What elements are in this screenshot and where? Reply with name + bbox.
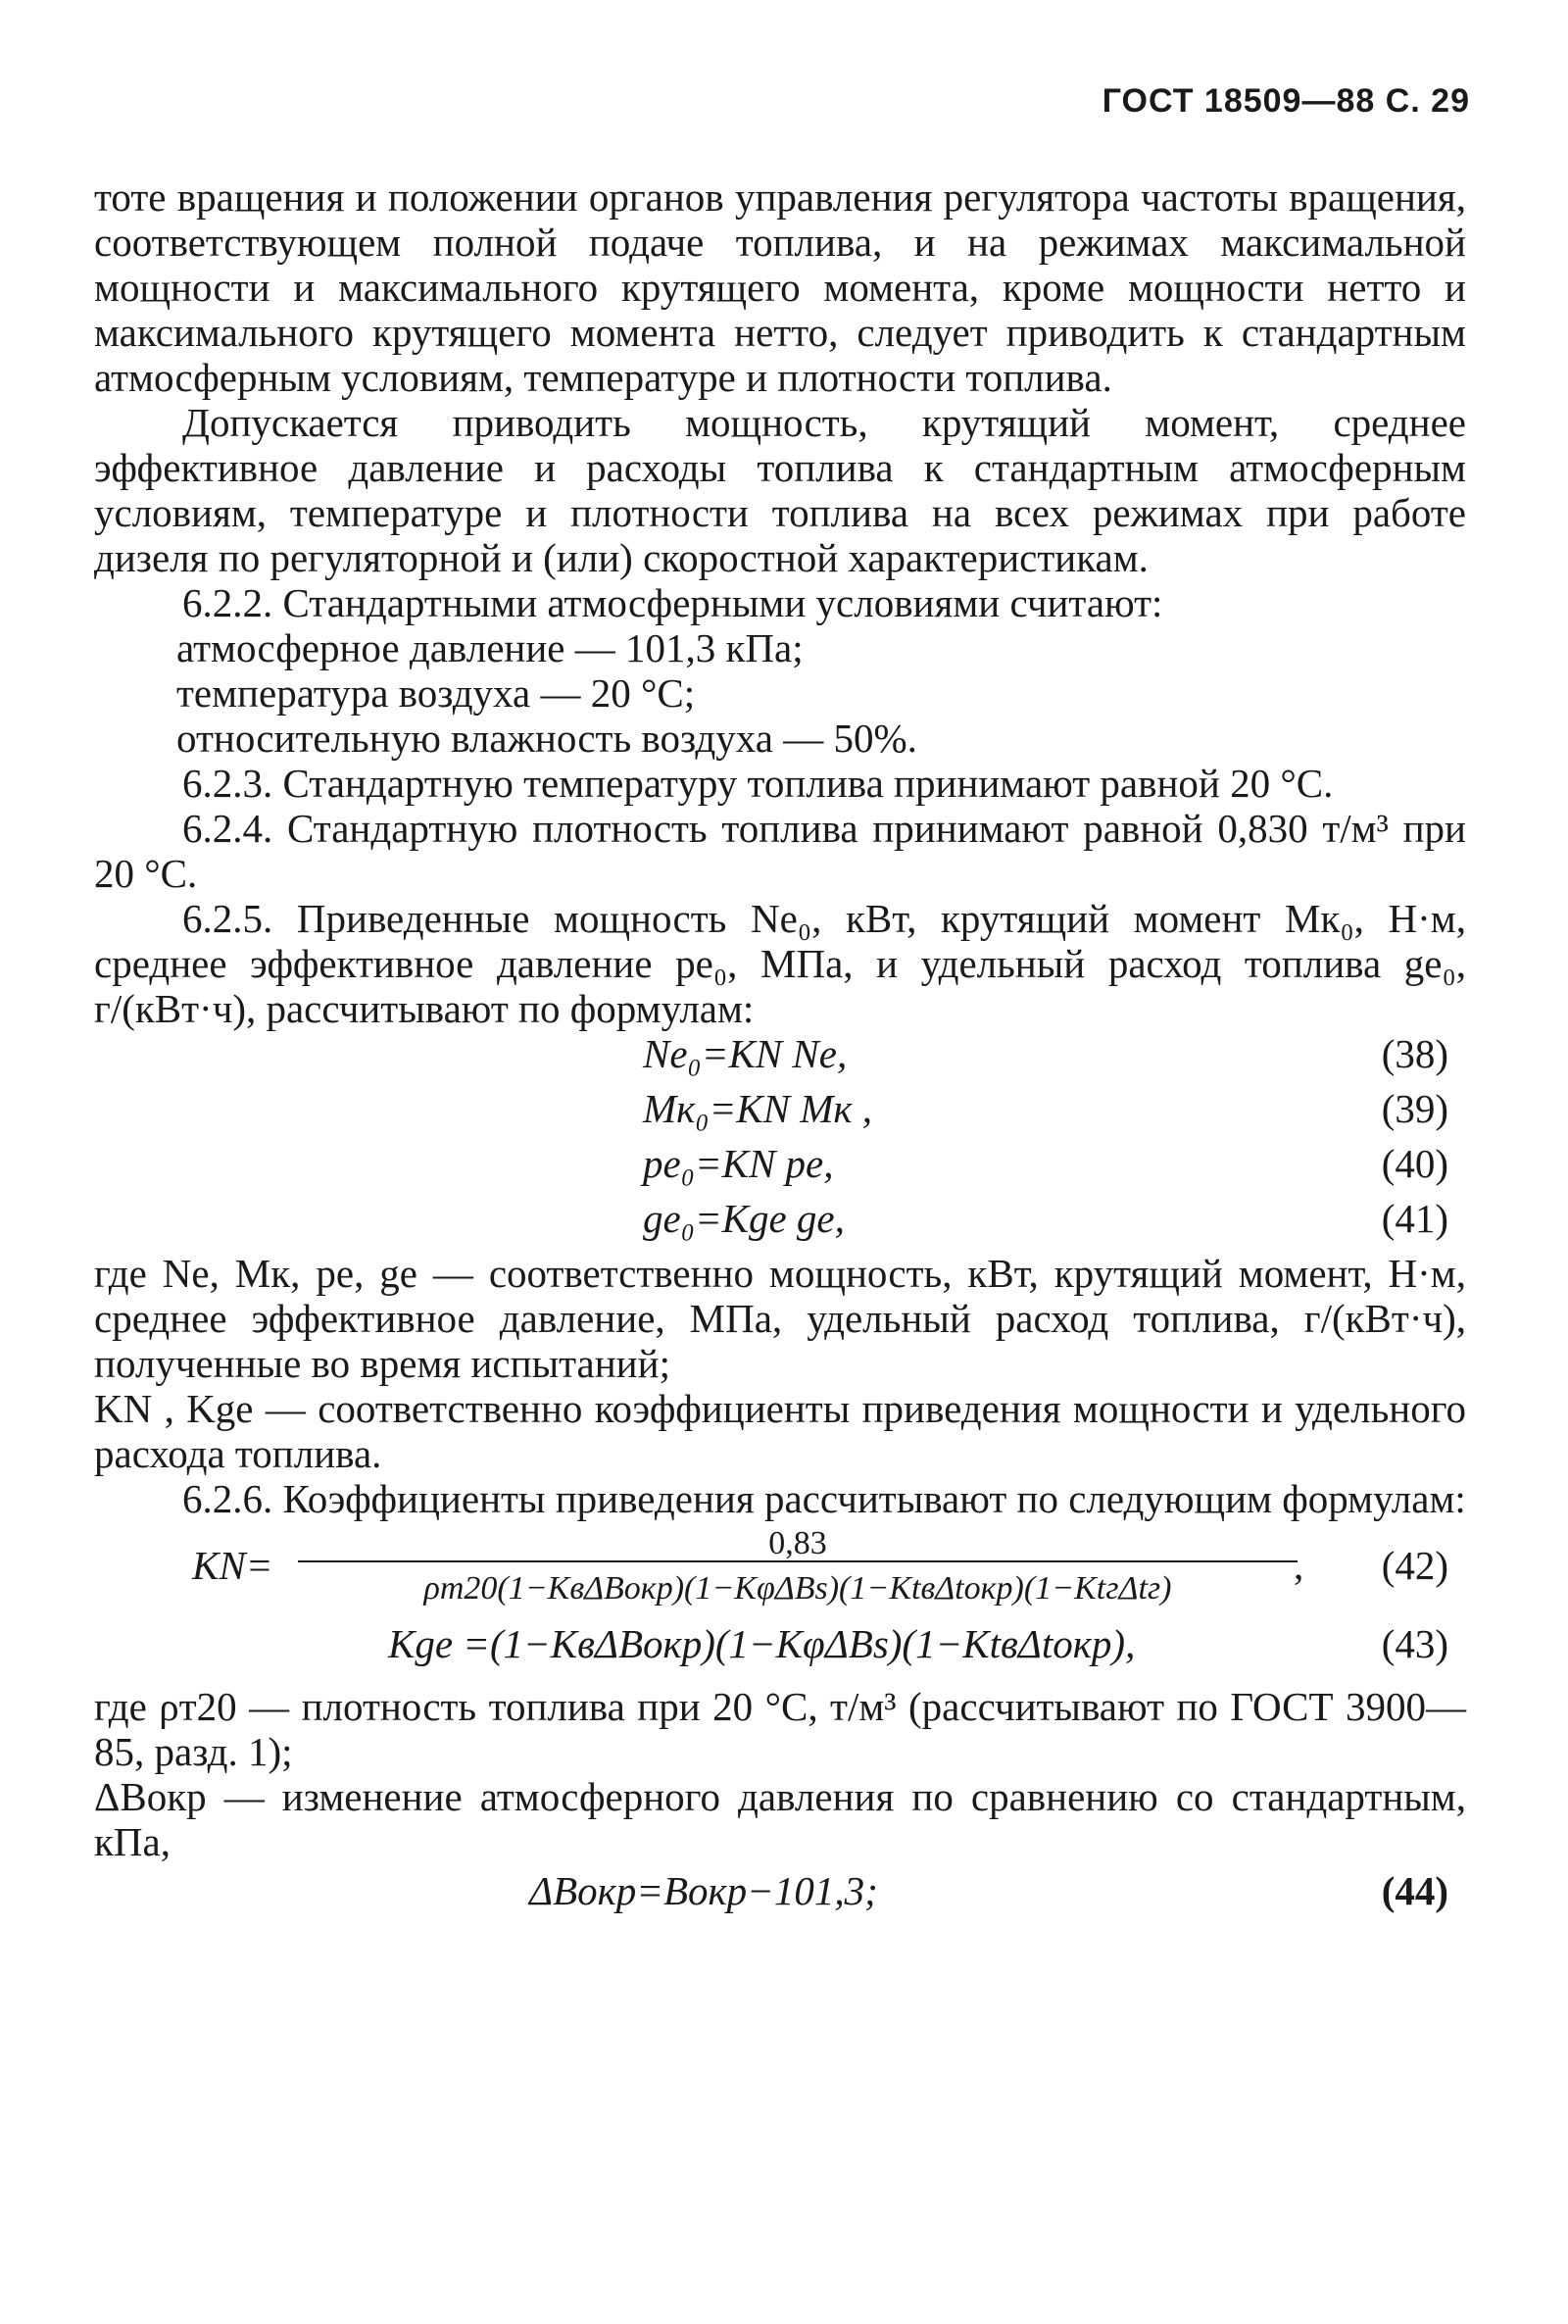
fraction-numerator: 0,83 (768, 1525, 827, 1561)
document-body (94, 174, 1466, 1923)
list-item: относительную влажность воздуха — 50%. (176, 716, 917, 761)
equation-number: (42) (1381, 1543, 1448, 1588)
equation-formula: Mк₀=KN Mк , (643, 1086, 873, 1131)
equation-formula: Ne₀=KN Ne, (643, 1031, 848, 1076)
equation-number: (40) (1381, 1141, 1448, 1186)
equation-42 (94, 1521, 1466, 1615)
equation-40 (94, 1141, 1466, 1196)
equation-number: (43) (1381, 1621, 1448, 1666)
list-item: атмосферное давление — 101,3 кПа; (176, 625, 804, 670)
equation-formula: ΔBокр=Bокр−101,3; (529, 1868, 878, 1913)
equation-formula: ge₀=Kge ge, (643, 1196, 845, 1241)
equation-number: (41) (1381, 1196, 1448, 1241)
equation-lhs: KN= (192, 1543, 273, 1588)
section-6-2-3: 6.2.3. Стандартную температуру топлива принимают равной 20 °С. (182, 761, 1334, 806)
equation-41 (94, 1196, 1466, 1251)
section-6-2-2 (94, 580, 1466, 761)
equation-number: (38) (1381, 1031, 1448, 1076)
equation-39 (94, 1086, 1466, 1141)
equation-number: (39) (1381, 1086, 1448, 1131)
equation-fraction (278, 1521, 1317, 1611)
where-definitions-3: где ρт20 — плотность топлива при 20 °С, т/м³ (рассчитывают по ГОСТ 3900—85, разд. 1); (94, 1684, 1466, 1774)
paragraph-permission: Допускается приводить мощность, крутящий момент, среднее эффективное давление и расходы топлива к стандартным атмосферным условиям, температуре и плотности топлива на всех режимах при работе дизеля по регуляторной и (или) скоростной характеристикам. (94, 400, 1466, 580)
equation-38 (94, 1031, 1466, 1086)
list-item: температура воздуха — 20 °С; (176, 670, 696, 716)
section-6-2-4: 6.2.4. Стандартную плотность топлива принимают равной 0,830 т/м³ при 20 °С. (94, 806, 1466, 896)
equation-44 (94, 1864, 1466, 1923)
equation-43 (94, 1615, 1466, 1684)
standard-conditions-list (94, 625, 1466, 761)
equation-number: (44) (1381, 1868, 1448, 1913)
where-definitions-4: ΔBокр — изменение атмосферного давления по сравнению со стандартным, кПа, (94, 1774, 1466, 1864)
equation-comma: , (1294, 1543, 1304, 1588)
paragraph-continuation: тоте вращения и положении органов управления регулятора частоты вращения, соответствующем полной подаче топлива, и на режимах максимальной мощности и максимального крутящего момента, кроме мощности нетто и максимального крутящего момента нетто, следует приводить к стандартным атмосферным условиям, температуре и плотности топлива. (94, 174, 1466, 400)
where-definitions-2: KN , Kge — соответственно коэффициенты приведения мощности и удельного расхода топлива. (94, 1386, 1466, 1476)
page-header: ГОСТ 18509—88 С. 29 (1102, 82, 1470, 120)
equation-formula: pe₀=KN pe, (643, 1141, 834, 1186)
section-6-2-5: 6.2.5. Приведенные мощность Ne₀, кВт, крутящий момент Mк₀, Н·м, среднее эффективное давление pe₀, МПа, и удельный расход топлива ge₀, г/(кВт·ч), рассчитывают по формулам: (94, 896, 1466, 1031)
where-definitions-1: где Ne, Mк, pe, ge — соответственно мощность, кВт, крутящий момент, Н·м, среднее эффективное давление, МПа, удельный расход топлива, г/(кВт·ч), полученные во время испытаний; (94, 1251, 1466, 1386)
section-6-2-6: 6.2.6. Коэффициенты приведения рассчитывают по следующим формулам: (182, 1476, 1466, 1521)
section-6-2-2-title: 6.2.2. Стандартными атмосферными условиями считают: (182, 580, 1163, 625)
fraction-denominator: ρт20(1−KвΔBокр)(1−KφΔBs)(1−KtвΔtокр)(1−KtгΔtг) (423, 1570, 1172, 1607)
equation-formula: Kge =(1−KвΔBокр)(1−KφΔBs)(1−KtвΔtокр), (388, 1621, 1136, 1666)
